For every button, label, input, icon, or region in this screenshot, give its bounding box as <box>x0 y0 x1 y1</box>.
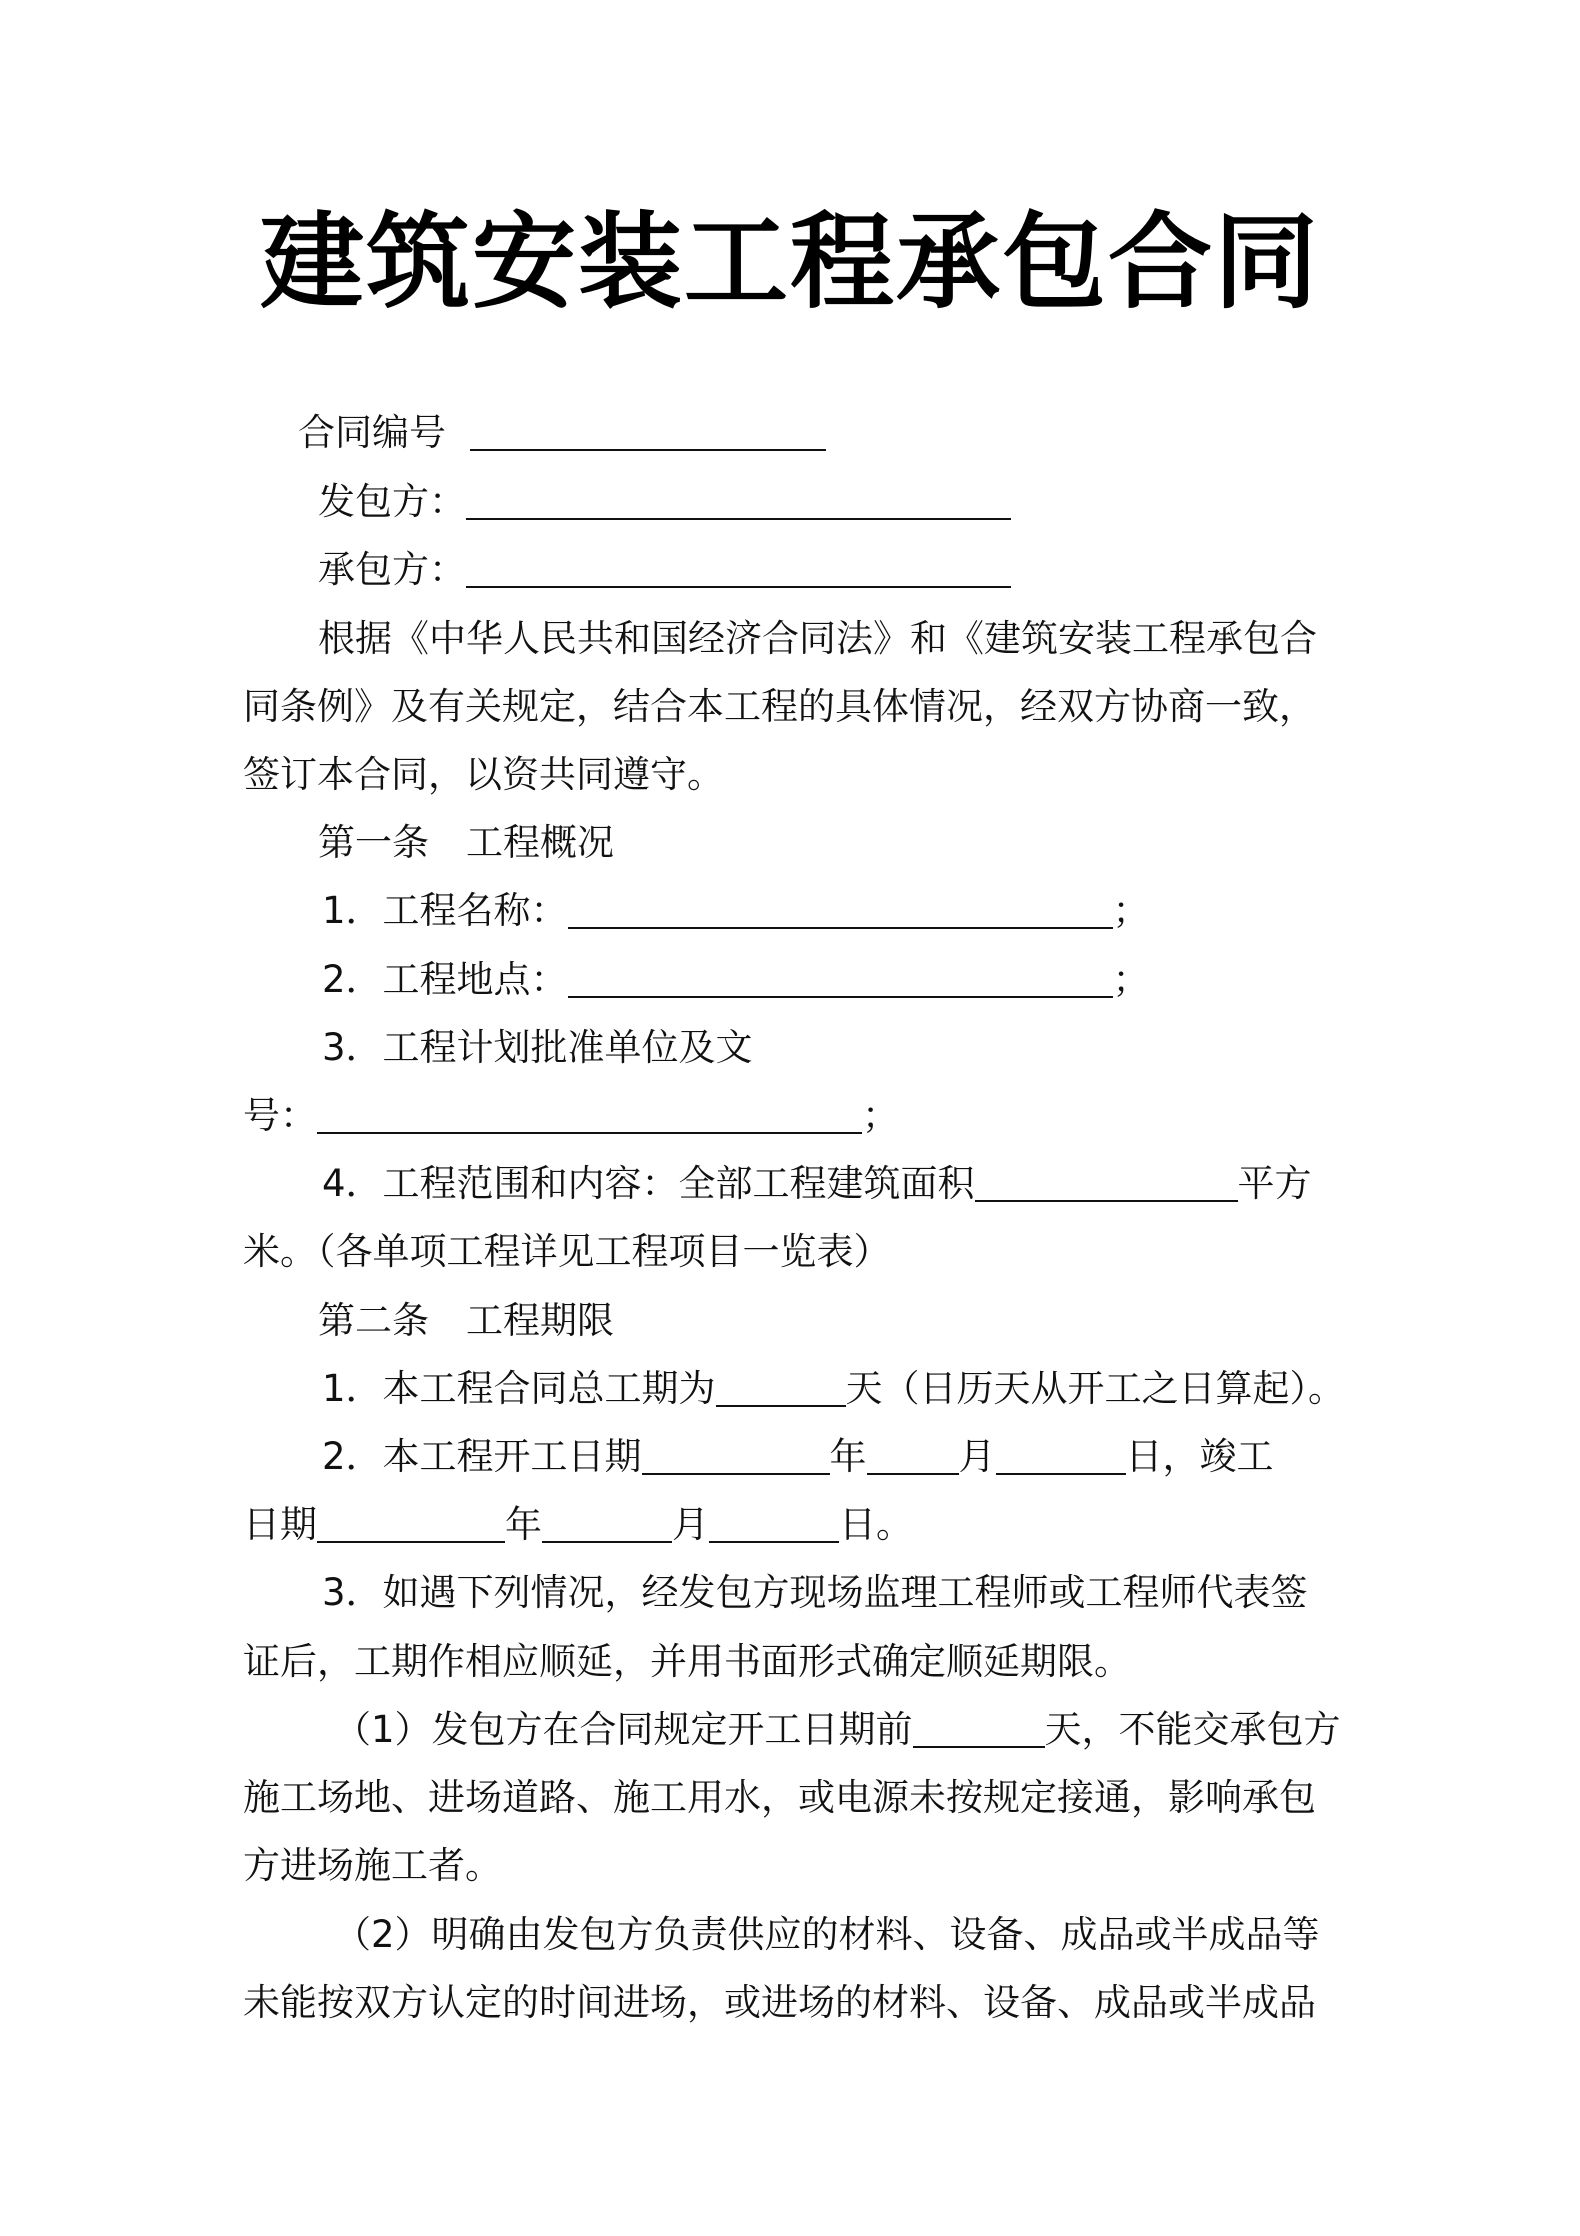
case-1-days-field[interactable] <box>913 1712 1045 1748</box>
month-label: 月 <box>958 1435 996 1478</box>
start-day-field[interactable] <box>996 1439 1126 1475</box>
month-label: 月 <box>672 1503 709 1546</box>
contractor-field[interactable] <box>466 552 1011 588</box>
day-completion-label: 日，竣工 <box>1125 1435 1274 1478</box>
case-1-line-3: 方进场施工者。 <box>243 1844 502 1887</box>
contract-number-label: 合同编号 <box>298 411 446 454</box>
year-label: 年 <box>829 1435 867 1478</box>
start-date-label: 2．本工程开工日期 <box>322 1435 642 1478</box>
preamble-line-1: 根据《中华人民共和国经济合同法》和《建筑安装工程承包合 <box>318 617 1317 660</box>
approval-unit-label-line: 3．工程计划批准单位及文 <box>322 1026 753 1069</box>
floor-area-field[interactable] <box>975 1166 1238 1202</box>
extension-clause-line-2: 证后，工期作相应顺延，并用书面形式确定顺延期限。 <box>243 1640 1131 1683</box>
project-scope-label: 4．工程范围和内容：全部工程建筑面积 <box>322 1162 975 1205</box>
completion-date-row <box>243 1503 913 1546</box>
case-2-line-1: （2）明确由发包方负责供应的材料、设备、成品或半成品等 <box>334 1913 1320 1956</box>
case-1-suffix: 天，不能交承包方 <box>1044 1708 1341 1751</box>
employer-row <box>318 480 1011 523</box>
employer-field[interactable] <box>466 484 1011 520</box>
project-name-row <box>322 889 1150 932</box>
extension-clause-line-1: 3．如遇下列情况，经发包方现场监理工程师或工程师代表签 <box>322 1571 1308 1614</box>
semicolon: ； <box>1112 958 1150 1001</box>
start-month-field[interactable] <box>867 1439 959 1475</box>
case-1-label: （1）发包方在合同规定开工日期前 <box>334 1708 913 1751</box>
total-duration-suffix: 天（日历天从开工之日算起）。 <box>845 1367 1346 1410</box>
project-name-field[interactable] <box>568 893 1113 929</box>
article-1-heading: 第一条 工程概况 <box>318 821 614 864</box>
day-end-label: 日。 <box>839 1503 913 1546</box>
project-location-row <box>322 958 1150 1001</box>
article-2-heading: 第二条 工程期限 <box>318 1299 614 1342</box>
semicolon: ； <box>1112 889 1150 932</box>
total-duration-label: 1．本工程合同总工期为 <box>322 1367 716 1410</box>
start-date-row <box>322 1435 1274 1478</box>
preamble-line-2: 同条例》及有关规定，结合本工程的具体情况，经双方协商一致， <box>243 685 1316 728</box>
approval-number-field[interactable] <box>317 1098 862 1134</box>
contract-number-field[interactable] <box>470 415 826 451</box>
contractor-label: 承包方： <box>318 548 466 591</box>
completion-year-field[interactable] <box>317 1507 505 1543</box>
contract-number-row <box>298 411 826 454</box>
completion-month-field[interactable] <box>542 1507 672 1543</box>
total-duration-row <box>322 1367 1346 1410</box>
contractor-row <box>318 548 1011 591</box>
document-title: 建筑安装工程承包合同 <box>259 201 1320 323</box>
approval-number-label: 号： <box>243 1094 317 1137</box>
project-location-field[interactable] <box>568 962 1113 998</box>
case-2-line-2: 未能按双方认定的时间进场，或进场的材料、设备、成品或半成品 <box>243 1981 1316 2024</box>
case-1-line-2: 施工场地、进场道路、施工用水，或电源未按规定接通，影响承包 <box>243 1776 1316 1819</box>
project-scope-line-2: 米。（各单项工程详见工程项目一览表） <box>243 1230 891 1273</box>
semicolon: ； <box>862 1094 899 1137</box>
start-year-field[interactable] <box>642 1439 830 1475</box>
completion-day-field[interactable] <box>709 1507 839 1543</box>
preamble-line-3: 签订本合同，以资共同遵守。 <box>243 753 724 796</box>
project-location-label: 2．工程地点： <box>322 958 568 1001</box>
project-scope-row <box>322 1162 1312 1205</box>
completion-date-label: 日期 <box>243 1503 317 1546</box>
year-label: 年 <box>505 1503 542 1546</box>
employer-label: 发包方： <box>318 480 466 523</box>
approval-number-row <box>243 1094 899 1137</box>
case-1-row <box>334 1708 1341 1751</box>
project-name-label: 1．工程名称： <box>322 889 568 932</box>
total-duration-field[interactable] <box>716 1371 846 1407</box>
area-unit-label: 平方 <box>1237 1162 1312 1205</box>
